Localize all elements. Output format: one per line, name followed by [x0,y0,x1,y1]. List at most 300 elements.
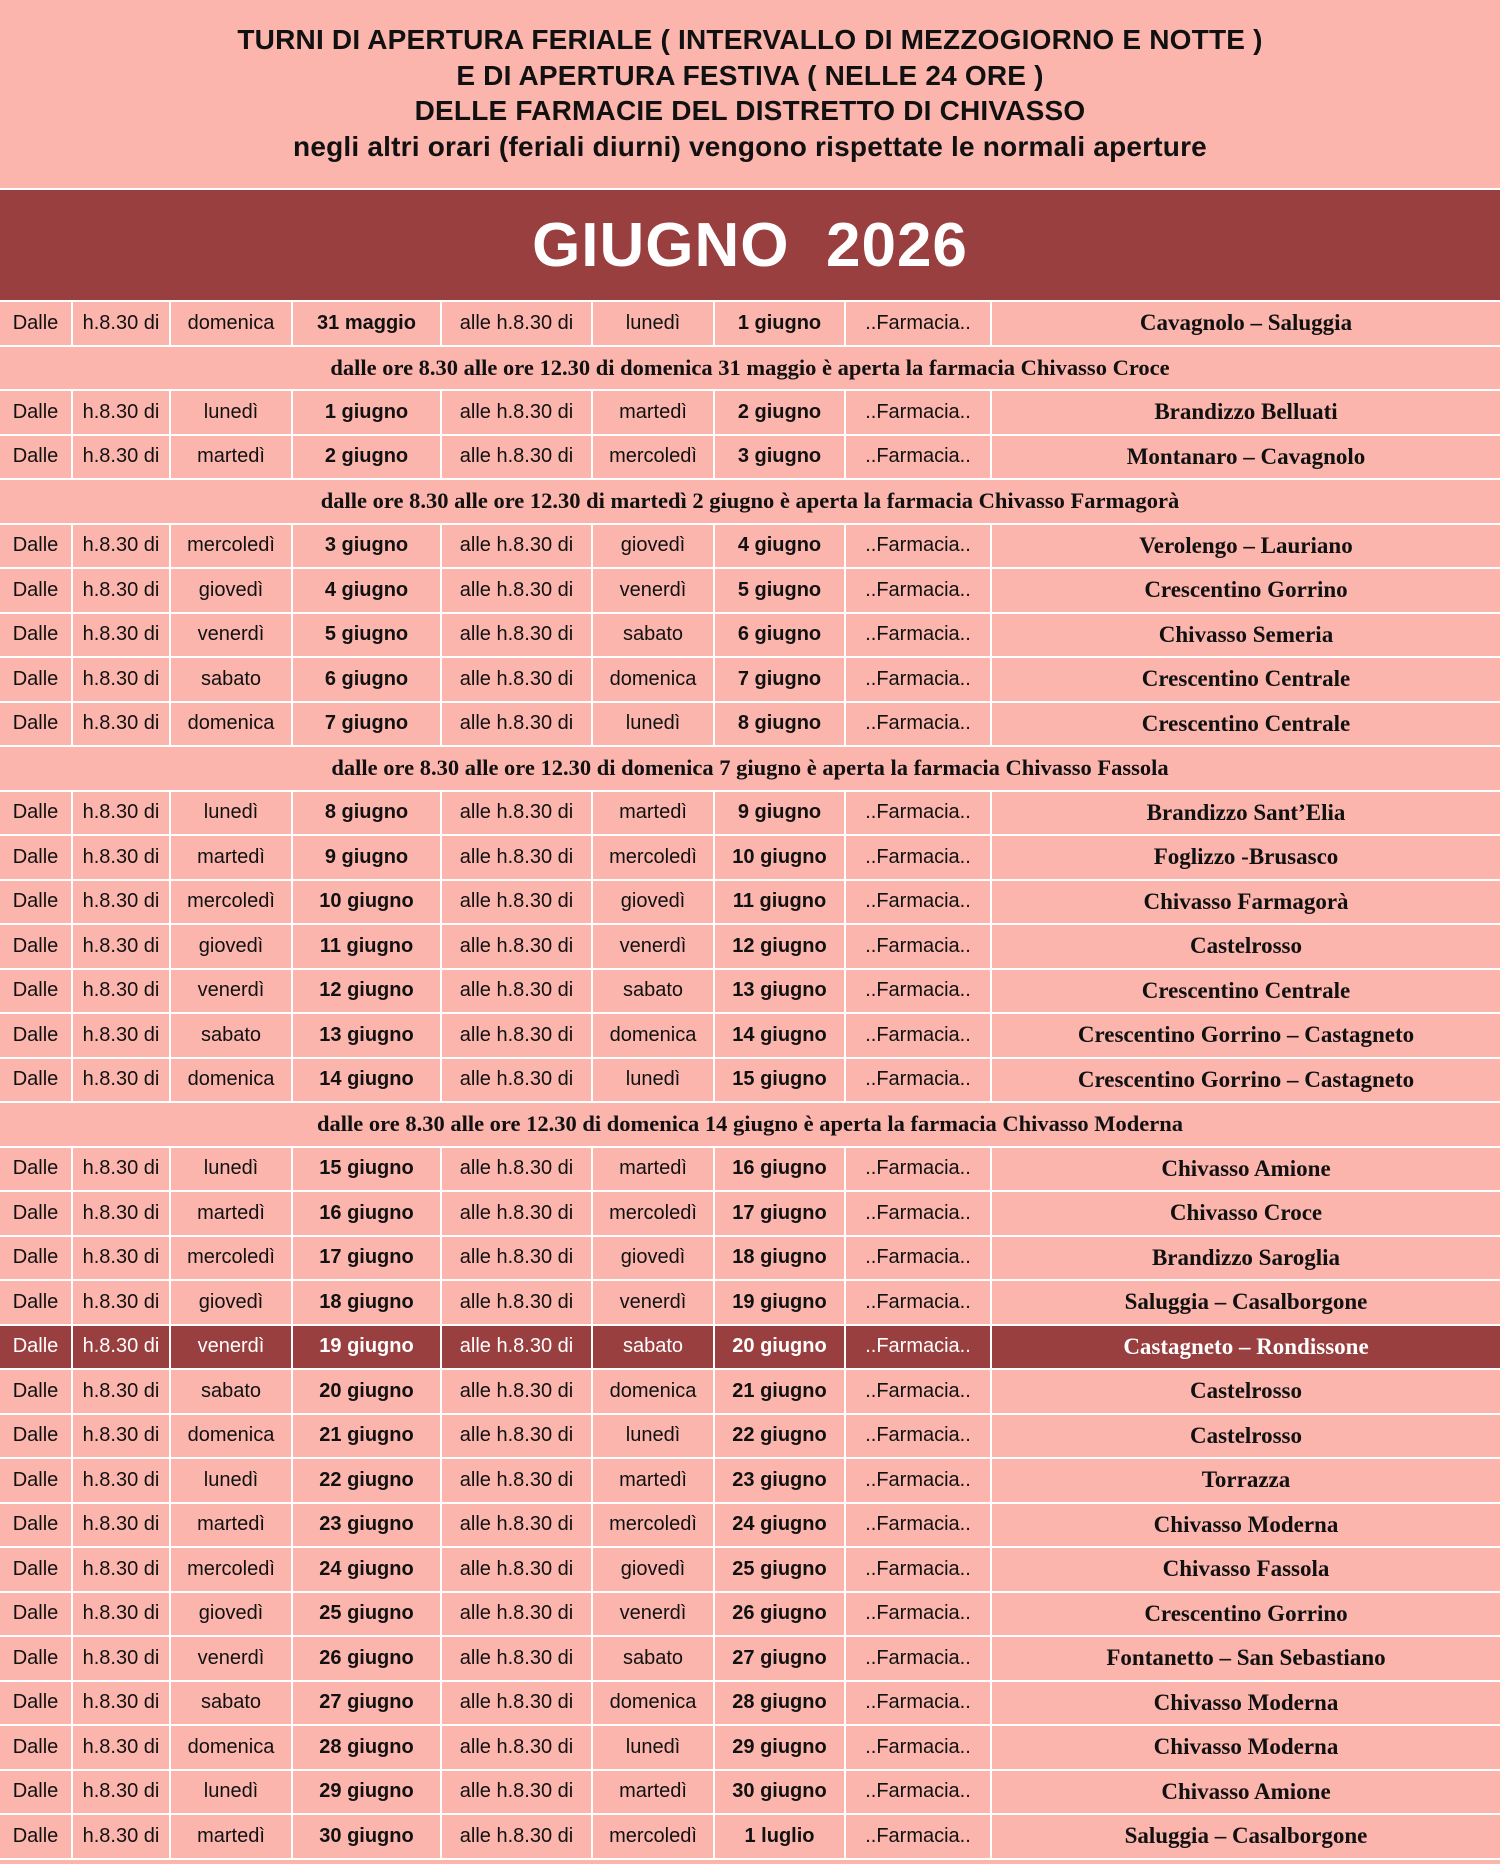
pharmacy-label: ..Farmacia.. [846,1637,992,1680]
from-label: Dalle [0,391,73,434]
pharmacy-label: ..Farmacia.. [846,703,992,746]
end-weekday: martedì [593,1771,715,1814]
pharmacy-name: Castelrosso [1189,933,1302,959]
end-date: 21 giugno [715,1370,846,1413]
end-weekday: giovedì [593,1237,715,1280]
pharmacy-label: ..Farmacia.. [846,1593,992,1636]
pharmacy-name: Chivasso Amione [1161,1778,1331,1804]
schedule-row [0,881,1500,926]
pharmacy-name: Saluggia – Casalborgone [1124,1823,1368,1849]
pharmacy-name: Brandizzo Belluati [1154,399,1338,425]
pharmacy-label: ..Farmacia.. [846,1726,992,1769]
pharmacy-name: Crescentino Gorrino – Castagneto [1077,1066,1415,1092]
pharmacy-label: ..Farmacia.. [846,1548,992,1591]
end-time-label: alle h.8.30 di [442,1593,593,1636]
pharmacy-name: Foglizzo -Brusasco [1153,844,1339,870]
end-time-label: alle h.8.30 di [442,569,593,612]
end-time-label: alle h.8.30 di [442,1504,593,1547]
pharmacy-label: ..Farmacia.. [846,525,992,568]
pharmacy-label: ..Farmacia.. [846,1682,992,1725]
from-label: Dalle [0,703,73,746]
end-time-label: alle h.8.30 di [442,1771,593,1814]
start-time-label: h.8.30 di [73,792,171,835]
schedule-row [0,1726,1500,1771]
start-weekday: martedì [171,1504,293,1547]
pharmacy-label: ..Farmacia.. [846,1148,992,1191]
start-weekday: venerdì [171,970,293,1013]
end-date: 27 giugno [715,1637,846,1680]
schedule-row [0,1682,1500,1727]
header-subtitle: negli altri orari (feriali diurni) vengono rispettate le normali aperture [293,130,1207,162]
pharmacy-label: ..Farmacia.. [846,1014,992,1057]
start-time-label: h.8.30 di [73,1815,171,1858]
end-weekday: martedì [593,1148,715,1191]
end-date: 29 giugno [715,1726,846,1769]
start-time-label: h.8.30 di [73,614,171,657]
start-date: 15 giugno [293,1148,442,1191]
pharmacy-label: ..Farmacia.. [846,925,992,968]
pharmacy-label: ..Farmacia.. [846,302,992,345]
start-weekday: domenica [171,703,293,746]
start-time-label: h.8.30 di [73,1593,171,1636]
schedule-note: dalle ore 8.30 alle ore 12.30 di domenica 7 giugno è aperta la farmacia Chivasso Fassola [0,747,1500,792]
start-weekday: giovedì [171,1281,293,1324]
end-weekday: domenica [593,1682,715,1725]
pharmacy-label: ..Farmacia.. [846,1059,992,1102]
pharmacy-label: ..Farmacia.. [846,881,992,924]
end-weekday: mercoledì [593,836,715,879]
start-weekday: martedì [171,436,293,479]
end-weekday: martedì [593,391,715,434]
pharmacy-name: Torrazza [1201,1467,1291,1493]
pharmacy-label: ..Farmacia.. [846,1326,992,1369]
schedule-row [0,970,1500,1015]
from-label: Dalle [0,1726,73,1769]
header-title-line-3: DELLE FARMACIE DEL DISTRETTO DI CHIVASSO [414,95,1086,126]
schedule-row [0,1771,1500,1816]
start-time-label: h.8.30 di [73,302,171,345]
end-weekday: mercoledì [593,1815,715,1858]
schedule-row [0,836,1500,881]
pharmacy-name: Crescentino Gorrino – Castagneto [1077,1022,1415,1048]
start-weekday: giovedì [171,1593,293,1636]
pharmacy-name: Chivasso Farmagorà [1143,888,1349,914]
pharmacy-name: Saluggia – Casalborgone [1124,1289,1368,1315]
schedule-row [0,925,1500,970]
end-weekday: sabato [593,970,715,1013]
pharmacy-label: ..Farmacia.. [846,1459,992,1502]
end-weekday: venerdì [593,1281,715,1324]
start-date: 16 giugno [293,1192,442,1235]
start-date: 4 giugno [293,569,442,612]
start-weekday: lunedì [171,792,293,835]
end-date: 20 giugno [715,1326,846,1369]
start-weekday: lunedì [171,1148,293,1191]
from-label: Dalle [0,1637,73,1680]
start-date: 21 giugno [293,1415,442,1458]
pharmacy-name: Fontanetto – San Sebastiano [1106,1645,1386,1671]
start-weekday: domenica [171,1726,293,1769]
schedule-row [0,1504,1500,1549]
start-time-label: h.8.30 di [73,925,171,968]
schedule-row [0,1593,1500,1638]
start-time-label: h.8.30 di [73,1059,171,1102]
start-date: 8 giugno [293,792,442,835]
end-time-label: alle h.8.30 di [442,970,593,1013]
start-weekday: venerdì [171,1637,293,1680]
end-time-label: alle h.8.30 di [442,703,593,746]
from-label: Dalle [0,1459,73,1502]
from-label: Dalle [0,1192,73,1235]
end-date: 8 giugno [715,703,846,746]
end-weekday: domenica [593,1370,715,1413]
from-label: Dalle [0,925,73,968]
start-date: 17 giugno [293,1237,442,1280]
end-weekday: mercoledì [593,436,715,479]
pharmacy-name: Brandizzo Sant’Elia [1146,799,1346,825]
from-label: Dalle [0,1771,73,1814]
pharmacy-label: ..Farmacia.. [846,1237,992,1280]
start-weekday: martedì [171,1815,293,1858]
end-weekday: domenica [593,658,715,701]
end-date: 30 giugno [715,1771,846,1814]
end-weekday: mercoledì [593,1192,715,1235]
pharmacy-label: ..Farmacia.. [846,436,992,479]
end-date: 15 giugno [715,1059,846,1102]
schedule-row [0,703,1500,748]
end-date: 22 giugno [715,1415,846,1458]
start-date: 24 giugno [293,1548,442,1591]
schedule-row [0,792,1500,837]
start-date: 9 giugno [293,836,442,879]
pharmacy-label: ..Farmacia.. [846,836,992,879]
pharmacy-label: ..Farmacia.. [846,1771,992,1814]
pharmacy-name: Crescentino Centrale [1141,977,1351,1003]
pharmacy-label: ..Farmacia.. [846,1815,992,1858]
end-weekday: giovedì [593,1548,715,1591]
pharmacy-name: Chivasso Semeria [1158,621,1334,647]
end-weekday: martedì [593,792,715,835]
pharmacy-name: Crescentino Centrale [1141,710,1351,736]
schedule-row [0,525,1500,570]
end-time-label: alle h.8.30 di [442,1548,593,1591]
pharmacy-name: Castelrosso [1189,1378,1302,1404]
end-time-label: alle h.8.30 di [442,836,593,879]
schedule-row [0,1637,1500,1682]
start-weekday: domenica [171,1415,293,1458]
start-time-label: h.8.30 di [73,1192,171,1235]
end-weekday: giovedì [593,881,715,924]
start-time-label: h.8.30 di [73,970,171,1013]
start-time-label: h.8.30 di [73,836,171,879]
month-banner [0,190,1500,302]
start-date: 20 giugno [293,1370,442,1413]
end-date: 28 giugno [715,1682,846,1725]
schedule-row [0,569,1500,614]
start-weekday: sabato [171,1682,293,1725]
end-date: 5 giugno [715,569,846,612]
from-label: Dalle [0,836,73,879]
start-time-label: h.8.30 di [73,1726,171,1769]
end-time-label: alle h.8.30 di [442,1815,593,1858]
start-time-label: h.8.30 di [73,1548,171,1591]
start-date: 7 giugno [293,703,442,746]
start-time-label: h.8.30 di [73,1415,171,1458]
end-time-label: alle h.8.30 di [442,1637,593,1680]
from-label: Dalle [0,1682,73,1725]
from-label: Dalle [0,1815,73,1858]
schedule-row [0,1281,1500,1326]
from-label: Dalle [0,1326,73,1369]
pharmacy-name: Montanaro – Cavagnolo [1126,443,1366,469]
from-label: Dalle [0,1504,73,1547]
schedule-row [0,1237,1500,1282]
start-date: 29 giugno [293,1771,442,1814]
end-date: 1 luglio [715,1815,846,1858]
from-label: Dalle [0,1281,73,1324]
end-time-label: alle h.8.30 di [442,1459,593,1502]
start-weekday: martedì [171,1192,293,1235]
schedule-row [0,436,1500,481]
schedule-note: dalle ore 8.30 alle ore 12.30 di domenica 31 maggio è aperta la farmacia Chivasso Croce [0,347,1500,392]
start-date: 28 giugno [293,1726,442,1769]
start-time-label: h.8.30 di [73,1148,171,1191]
start-time-label: h.8.30 di [73,391,171,434]
end-time-label: alle h.8.30 di [442,1148,593,1191]
start-weekday: mercoledì [171,1237,293,1280]
start-date: 10 giugno [293,881,442,924]
schedule-note: dalle ore 8.30 alle ore 12.30 di martedì 2 giugno è aperta la farmacia Chivasso Farmagorà [0,480,1500,525]
pharmacy-name: Chivasso Moderna [1153,1734,1339,1760]
pharmacy-name: Castagneto – Rondissone [1123,1333,1369,1359]
pharmacy-name: Chivasso Fassola [1162,1556,1330,1582]
schedule-row [0,1059,1500,1104]
from-label: Dalle [0,1148,73,1191]
end-date: 10 giugno [715,836,846,879]
start-date: 18 giugno [293,1281,442,1324]
start-time-label: h.8.30 di [73,1637,171,1680]
end-date: 23 giugno [715,1459,846,1502]
schedule-row [0,1415,1500,1460]
start-date: 27 giugno [293,1682,442,1725]
schedule-row [0,391,1500,436]
start-weekday: sabato [171,1014,293,1057]
end-time-label: alle h.8.30 di [442,614,593,657]
end-time-label: alle h.8.30 di [442,1370,593,1413]
end-weekday: mercoledì [593,1504,715,1547]
end-weekday: sabato [593,1326,715,1369]
pharmacy-name: Chivasso Amione [1161,1155,1331,1181]
start-weekday: sabato [171,658,293,701]
start-weekday: martedì [171,836,293,879]
page-header [0,0,1500,190]
end-date: 6 giugno [715,614,846,657]
end-time-label: alle h.8.30 di [442,658,593,701]
pharmacy-name: Verolengo – Lauriano [1139,532,1353,558]
from-label: Dalle [0,436,73,479]
end-time-label: alle h.8.30 di [442,391,593,434]
from-label: Dalle [0,1370,73,1413]
start-weekday: sabato [171,1370,293,1413]
start-weekday: giovedì [171,569,293,612]
schedule-table [0,302,1500,1860]
end-time-label: alle h.8.30 di [442,792,593,835]
end-time-label: alle h.8.30 di [442,1682,593,1725]
pharmacy-label: ..Farmacia.. [846,658,992,701]
end-weekday: lunedì [593,1726,715,1769]
end-date: 18 giugno [715,1237,846,1280]
start-date: 23 giugno [293,1504,442,1547]
pharmacy-name: Crescentino Centrale [1141,666,1351,692]
end-date: 19 giugno [715,1281,846,1324]
start-weekday: lunedì [171,391,293,434]
pharmacy-label: ..Farmacia.. [846,391,992,434]
start-weekday: venerdì [171,614,293,657]
from-label: Dalle [0,1014,73,1057]
pharmacy-label: ..Farmacia.. [846,1370,992,1413]
end-weekday: venerdì [593,1593,715,1636]
schedule-row [0,1370,1500,1415]
pharmacy-label: ..Farmacia.. [846,1504,992,1547]
start-weekday: mercoledì [171,525,293,568]
from-label: Dalle [0,1237,73,1280]
end-weekday: lunedì [593,1059,715,1102]
end-time-label: alle h.8.30 di [442,1726,593,1769]
header-title-line-1: TURNI DI APERTURA FERIALE ( INTERVALLO DI MEZZOGIORNO E NOTTE ) [237,24,1263,55]
end-time-label: alle h.8.30 di [442,925,593,968]
end-time-label: alle h.8.30 di [442,1059,593,1102]
start-time-label: h.8.30 di [73,703,171,746]
pharmacy-name: Crescentino Gorrino [1144,577,1348,603]
start-time-label: h.8.30 di [73,569,171,612]
start-date: 19 giugno [293,1326,442,1369]
end-date: 13 giugno [715,970,846,1013]
start-date: 26 giugno [293,1637,442,1680]
start-weekday: lunedì [171,1771,293,1814]
end-weekday: sabato [593,614,715,657]
start-date: 31 maggio [293,302,442,345]
start-time-label: h.8.30 di [73,1682,171,1725]
schedule-row [0,1014,1500,1059]
end-date: 3 giugno [715,436,846,479]
start-date: 6 giugno [293,658,442,701]
end-weekday: domenica [593,1014,715,1057]
end-date: 25 giugno [715,1548,846,1591]
start-time-label: h.8.30 di [73,525,171,568]
start-date: 11 giugno [293,925,442,968]
start-date: 22 giugno [293,1459,442,1502]
pharmacy-label: ..Farmacia.. [846,970,992,1013]
end-time-label: alle h.8.30 di [442,1014,593,1057]
end-time-label: alle h.8.30 di [442,881,593,924]
schedule-row [0,614,1500,659]
pharmacy-label: ..Farmacia.. [846,792,992,835]
end-weekday: lunedì [593,703,715,746]
start-weekday: mercoledì [171,1548,293,1591]
end-time-label: alle h.8.30 di [442,1415,593,1458]
from-label: Dalle [0,1415,73,1458]
pharmacy-name: Chivasso Moderna [1153,1511,1339,1537]
from-label: Dalle [0,1059,73,1102]
schedule-row [0,1192,1500,1237]
end-date: 2 giugno [715,391,846,434]
schedule-row [0,1815,1500,1860]
pharmacy-name: Cavagnolo – Saluggia [1139,310,1353,336]
from-label: Dalle [0,658,73,701]
start-date: 2 giugno [293,436,442,479]
schedule-row [0,1148,1500,1193]
start-time-label: h.8.30 di [73,1014,171,1057]
end-date: 16 giugno [715,1148,846,1191]
end-weekday: lunedì [593,1415,715,1458]
start-time-label: h.8.30 di [73,1281,171,1324]
from-label: Dalle [0,614,73,657]
start-weekday: venerdì [171,1326,293,1369]
end-weekday: sabato [593,1637,715,1680]
end-weekday: venerdì [593,569,715,612]
end-time-label: alle h.8.30 di [442,1237,593,1280]
end-date: 14 giugno [715,1014,846,1057]
from-label: Dalle [0,525,73,568]
from-label: Dalle [0,792,73,835]
pharmacy-label: ..Farmacia.. [846,614,992,657]
end-date: 11 giugno [715,881,846,924]
start-time-label: h.8.30 di [73,436,171,479]
end-date: 9 giugno [715,792,846,835]
end-date: 17 giugno [715,1192,846,1235]
from-label: Dalle [0,1548,73,1591]
from-label: Dalle [0,881,73,924]
end-time-label: alle h.8.30 di [442,1281,593,1324]
start-date: 1 giugno [293,391,442,434]
start-time-label: h.8.30 di [73,1771,171,1814]
start-weekday: giovedì [171,925,293,968]
start-time-label: h.8.30 di [73,1504,171,1547]
from-label: Dalle [0,302,73,345]
header-title-line-2: E DI APERTURA FESTIVA ( NELLE 24 ORE ) [456,59,1044,91]
end-time-label: alle h.8.30 di [442,525,593,568]
start-time-label: h.8.30 di [73,1326,171,1369]
end-weekday: martedì [593,1459,715,1502]
start-weekday: mercoledì [171,881,293,924]
end-weekday: lunedì [593,302,715,345]
month-title: GIUGNO 2026 [532,210,968,280]
pharmacy-label: ..Farmacia.. [846,1192,992,1235]
pharmacy-label: ..Farmacia.. [846,1415,992,1458]
start-date: 14 giugno [293,1059,442,1102]
end-time-label: alle h.8.30 di [442,1192,593,1235]
end-time-label: alle h.8.30 di [442,436,593,479]
start-time-label: h.8.30 di [73,881,171,924]
end-date: 26 giugno [715,1593,846,1636]
pharmacy-label: ..Farmacia.. [846,569,992,612]
start-date: 12 giugno [293,970,442,1013]
schedule-row [0,1548,1500,1593]
pharmacy-name: Chivasso Moderna [1153,1689,1339,1715]
start-time-label: h.8.30 di [73,1237,171,1280]
start-weekday: domenica [171,302,293,345]
start-time-label: h.8.30 di [73,658,171,701]
end-weekday: giovedì [593,525,715,568]
end-weekday: venerdì [593,925,715,968]
start-date: 25 giugno [293,1593,442,1636]
start-date: 13 giugno [293,1014,442,1057]
from-label: Dalle [0,569,73,612]
schedule-note: dalle ore 8.30 alle ore 12.30 di domenica 14 giugno è aperta la farmacia Chivasso Moderna [0,1103,1500,1148]
schedule-row [0,658,1500,703]
end-date: 4 giugno [715,525,846,568]
pharmacy-name: Crescentino Gorrino [1144,1600,1348,1626]
